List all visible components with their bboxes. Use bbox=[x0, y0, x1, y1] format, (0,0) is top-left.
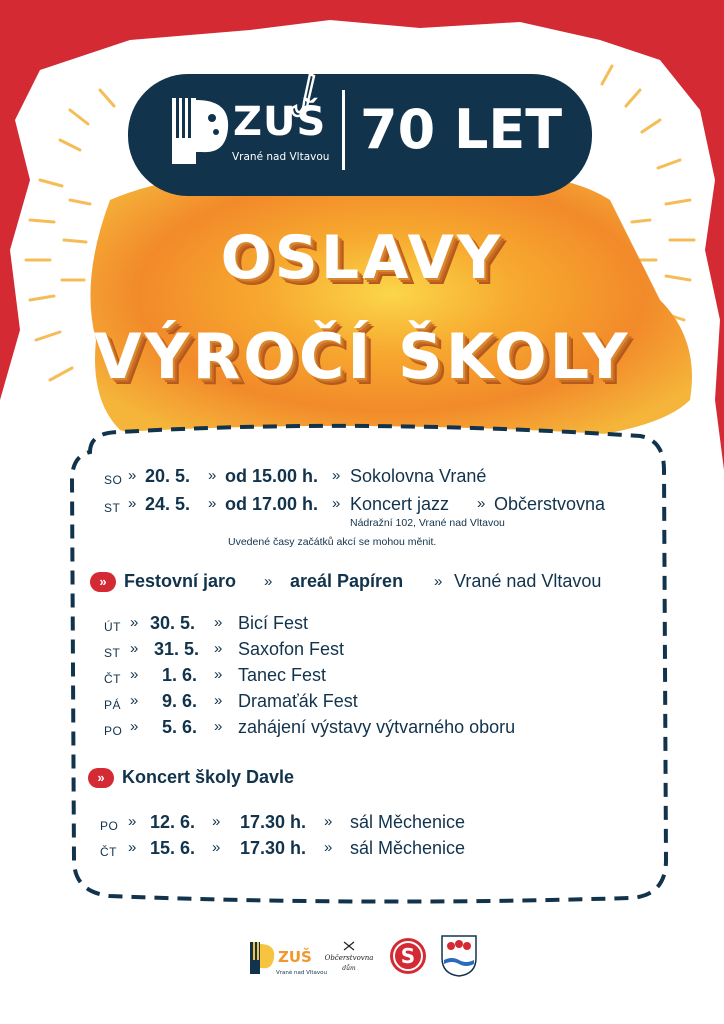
separator: » bbox=[130, 718, 139, 735]
fest-date: 5. 6. bbox=[162, 717, 198, 737]
partner-logos bbox=[0, 930, 724, 990]
fest-date: 30. 5. bbox=[150, 613, 196, 633]
separator: » bbox=[332, 495, 341, 512]
event-date: 20. 5. bbox=[145, 466, 191, 486]
event-row-2 bbox=[104, 493, 664, 515]
fest-date: 1. 6. bbox=[162, 665, 198, 685]
concert-place: sál Měchenice bbox=[350, 838, 466, 858]
fest-name: Tanec Fest bbox=[238, 665, 327, 685]
concert-date: 12. 6. bbox=[150, 812, 196, 832]
fest-day: ČT bbox=[104, 672, 121, 686]
event-place: Sokolovna Vrané bbox=[350, 466, 487, 486]
separator: » bbox=[208, 495, 217, 512]
separator: » bbox=[128, 467, 137, 484]
separator: » bbox=[324, 813, 333, 830]
separator: » bbox=[128, 495, 137, 512]
obcerstvovna-logo-icon bbox=[326, 940, 372, 976]
section-bullet: » bbox=[88, 768, 114, 788]
section-bullet: » bbox=[90, 572, 116, 592]
town-crest-icon bbox=[440, 934, 478, 978]
separator: » bbox=[214, 692, 223, 709]
separator: » bbox=[128, 813, 137, 830]
section-venue: areál Papíren bbox=[290, 571, 404, 591]
fest-row-3 bbox=[104, 664, 644, 686]
fest-row-5 bbox=[104, 716, 644, 738]
section-koncert-davle bbox=[122, 767, 294, 788]
separator: » bbox=[214, 640, 223, 657]
concert-place: sál Měchenice bbox=[350, 812, 466, 832]
fest-name: zahájení výstavy výtvarného oboru bbox=[238, 717, 516, 737]
fest-date: 31. 5. bbox=[154, 639, 200, 659]
separator: » bbox=[130, 640, 139, 657]
fest-day: PÁ bbox=[104, 698, 122, 712]
title-line-1: OSLAVY bbox=[220, 223, 504, 293]
event-day: SO bbox=[104, 473, 123, 487]
fest-name: Bicí Fest bbox=[238, 613, 309, 633]
section-town: Vrané nad Vltavou bbox=[454, 571, 602, 591]
anniversary-text: 70 LET bbox=[360, 98, 563, 161]
zus-logo-subtitle: Vrané nad Vltavou bbox=[276, 970, 328, 976]
event-row-1 bbox=[104, 465, 664, 487]
concert-row-2 bbox=[100, 837, 660, 859]
event-time: od 17.00 h. bbox=[225, 494, 319, 514]
fest-name: Saxofon Fest bbox=[238, 639, 345, 659]
zus-logo-icon bbox=[250, 936, 328, 980]
obcerstvovna-logo-text: Občerstvovna bbox=[324, 954, 374, 962]
logo-subtitle: Vrané nad Vltavou bbox=[232, 151, 330, 163]
event-place: Koncert jazz bbox=[350, 494, 450, 514]
concert-row-1 bbox=[100, 811, 660, 833]
separator: » bbox=[130, 666, 139, 683]
sokol-logo-letter: S bbox=[400, 944, 416, 968]
fest-name: Dramaťák Fest bbox=[238, 691, 358, 711]
separator: » bbox=[477, 495, 486, 512]
separator: » bbox=[214, 614, 223, 631]
separator: » bbox=[214, 718, 223, 735]
event-date: 24. 5. bbox=[145, 494, 191, 514]
separator: » bbox=[264, 573, 273, 590]
fest-date: 9. 6. bbox=[162, 691, 198, 711]
event-extra: Občerstvovna bbox=[494, 494, 606, 514]
concert-time: 17.30 h. bbox=[240, 838, 307, 858]
section-name: Festovní jaro bbox=[124, 571, 237, 591]
event-time: od 15.00 h. bbox=[225, 466, 319, 486]
sokol-logo-icon bbox=[388, 936, 428, 976]
title-line-2: VÝROČÍ ŠKOLY bbox=[93, 320, 631, 393]
concert-day: PO bbox=[100, 819, 119, 833]
zus-logo-text: ZUŠ bbox=[278, 948, 312, 966]
fest-day: PO bbox=[104, 724, 123, 738]
fest-row-2 bbox=[104, 638, 644, 660]
time-note: Uvedené časy začátků akcí se mohou měnit. bbox=[228, 536, 437, 548]
fest-row-1 bbox=[104, 612, 644, 634]
section-name: Koncert školy Davle bbox=[122, 767, 295, 787]
concert-day: ČT bbox=[100, 845, 117, 859]
separator: » bbox=[324, 839, 333, 856]
fest-day: ÚT bbox=[104, 620, 121, 634]
separator: » bbox=[214, 666, 223, 683]
concert-time: 17.30 h. bbox=[240, 812, 307, 832]
logo-name: ZUŠ bbox=[233, 99, 327, 145]
fest-day: ST bbox=[104, 646, 121, 660]
fest-row-4 bbox=[104, 690, 644, 712]
separator: » bbox=[212, 839, 221, 856]
concert-date: 15. 6. bbox=[150, 838, 196, 858]
obcerstvovna-logo-subtitle: dům bbox=[342, 965, 356, 972]
separator: » bbox=[208, 467, 217, 484]
address-note: Nádražní 102, Vrané nad Vltavou bbox=[350, 517, 505, 529]
separator: » bbox=[130, 614, 139, 631]
separator: » bbox=[130, 692, 139, 709]
separator: » bbox=[434, 573, 443, 590]
event-day: ST bbox=[104, 501, 121, 515]
separator: » bbox=[128, 839, 137, 856]
separator: » bbox=[332, 467, 341, 484]
separator: » bbox=[212, 813, 221, 830]
